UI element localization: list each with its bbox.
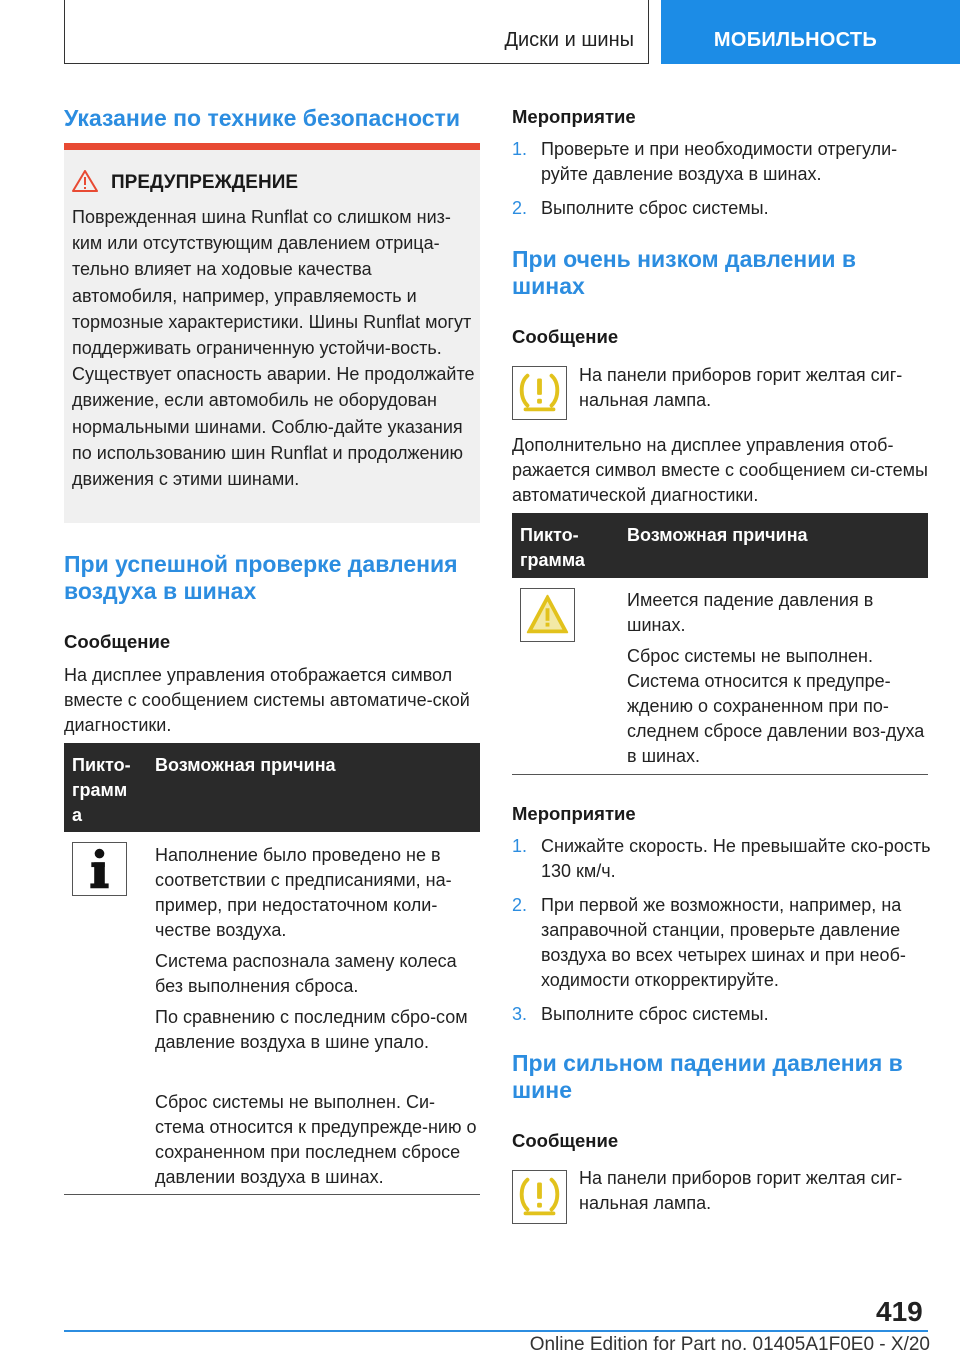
yellow-warning-triangle-icon <box>521 589 574 641</box>
header-section-title: Диски и шины <box>504 29 634 51</box>
step-number: 1. <box>512 139 528 159</box>
pictogram-header-line-2: грамм <box>72 780 128 800</box>
step-number: 1. <box>512 836 528 856</box>
table-cell-cause: Сброс системы не выполнен. Си-стема относится к предупрежде-нию о сохраненном при последнем сбросе давлении воздуха в шинах. <box>155 1092 477 1187</box>
safety-title: Указание по технике безопасности <box>64 105 460 131</box>
list-item <box>512 893 932 993</box>
pictogram-header-line-2: грамма <box>520 550 585 570</box>
extra-text: Дополнительно на дисплее управления отоб-ражается символ вместе с сообщением си-стемы автоматической диагностики. <box>512 435 928 505</box>
message-heading: Сообщение <box>64 631 171 652</box>
measures-heading: Мероприятие <box>512 106 636 127</box>
steps-list-1 <box>512 137 928 230</box>
list-item <box>512 1002 932 1027</box>
lamp-text: На панели приборов горит желтая сиг-нальная лампа. <box>579 365 903 410</box>
success-title-line-1: При успешной проверке давления <box>64 551 458 577</box>
strong-drop-title-line-1: При сильном падении давления в <box>512 1050 903 1076</box>
lamp-text: На панели приборов горит желтая сиг-нальная лампа. <box>579 1168 903 1213</box>
step-text: Проверьте и при необходимости отрегули-руйте давление воздуха в шинах. <box>541 139 898 184</box>
table-cell-cause: Сброс системы не выполнен. Система относится к предупре-ждению о сохраненном при по-следнем сбросе давлении воз-духа в шинах. <box>627 646 925 766</box>
list-item <box>512 834 932 884</box>
table-bottom-rule <box>512 774 928 775</box>
table-cell-cause: Система распознала замену колеса без выполнения сброса. <box>155 951 457 996</box>
tire-pressure-lamp-pictogram <box>512 1170 567 1224</box>
low-pressure-title-line-2: шинах <box>512 273 585 299</box>
table-cell-cause: По сравнению с последним сбро-сом давление воздуха в шине упало. <box>155 1007 468 1052</box>
info-pictogram <box>72 842 127 896</box>
steps-list-2 <box>512 834 932 1036</box>
table-header-right <box>512 513 928 578</box>
strong-drop-title-line-2: шине <box>512 1077 572 1103</box>
header-chapter-title: МОБИЛЬНОСТЬ <box>713 29 878 51</box>
step-text: При первой же возможности, например, на заправочной станции, проверьте давление воздуха во всех четырех шинах и при необ-ходимости откорректируйте. <box>541 895 906 990</box>
warning-bar <box>64 143 480 150</box>
message-heading: Сообщение <box>512 326 619 347</box>
footer-rule <box>64 1330 928 1332</box>
step-number: 2. <box>512 198 528 218</box>
pictogram-header-line-3: а <box>72 805 83 825</box>
low-pressure-title-line-1: При очень низком давлении в <box>512 246 857 272</box>
table-bottom-rule <box>64 1194 480 1195</box>
warning-pictogram <box>520 588 575 642</box>
step-text: Выполните сброс системы. <box>541 198 769 218</box>
step-text: Снижайте скорость. Не превышайте ско-рость 130 км/ч. <box>541 836 931 881</box>
warning-label: ПРЕДУПРЕЖДЕНИЕ <box>111 172 299 193</box>
warning-text: Поврежденная шина Runflat со слишком низ-ким или отсутствующим давлением отрица-тельно влияет на ходовые качества автомобиля, например, управляемость и тормозные характеристики. Шины Runflat могут поддерживать ограниченную устойчи-вость. Существует опасность аварии. Не продолжайте движение, если автомобиль не оборудован нормальными шинами. Соблю-дайте указания по использованию шин Runflat и продолжению движения с этими шинами. <box>72 207 475 490</box>
tire-pressure-warning-icon <box>513 1171 566 1223</box>
warning-triangle-icon <box>72 170 98 192</box>
pictogram-header-line-1: Пикто- <box>520 525 579 545</box>
success-title-line-2: воздуха в шинах <box>64 578 257 604</box>
pictogram-header-line-1: Пикто- <box>72 755 131 775</box>
step-number: 3. <box>512 1004 528 1024</box>
tire-pressure-lamp-pictogram <box>512 366 567 420</box>
table-cell-cause: Имеется падение давления в шинах. <box>627 590 874 635</box>
step-number: 2. <box>512 895 528 915</box>
step-text: Выполните сброс системы. <box>541 1004 769 1024</box>
table-header-cause: Возможная причина <box>155 755 336 775</box>
table-header-left <box>64 743 480 832</box>
message-heading: Сообщение <box>512 1130 619 1151</box>
list-item <box>512 137 928 187</box>
table-header-pictogram <box>72 753 131 828</box>
table-cell-cause: Наполнение было проведено не в соответствии с предписаниями, на-пример, при недостаточном коли-честве воздуха. <box>155 845 452 940</box>
header-section-tab <box>64 0 649 64</box>
table-header-pictogram <box>520 523 585 573</box>
header-chapter-tab <box>661 0 960 64</box>
message-text: На дисплее управления отображается символ вместе с сообщением системы автоматиче-ской диагностики. <box>64 665 470 735</box>
footer-edition: Online Edition for Part no. 01405A1F0E0 - X/20 <box>529 1334 930 1355</box>
measures-heading: Мероприятие <box>512 803 636 824</box>
list-item <box>512 196 928 221</box>
info-icon <box>73 843 126 895</box>
table-header-cause: Возможная причина <box>627 525 808 545</box>
tire-pressure-warning-icon <box>513 367 566 419</box>
page-number: 419 <box>876 1296 923 1327</box>
